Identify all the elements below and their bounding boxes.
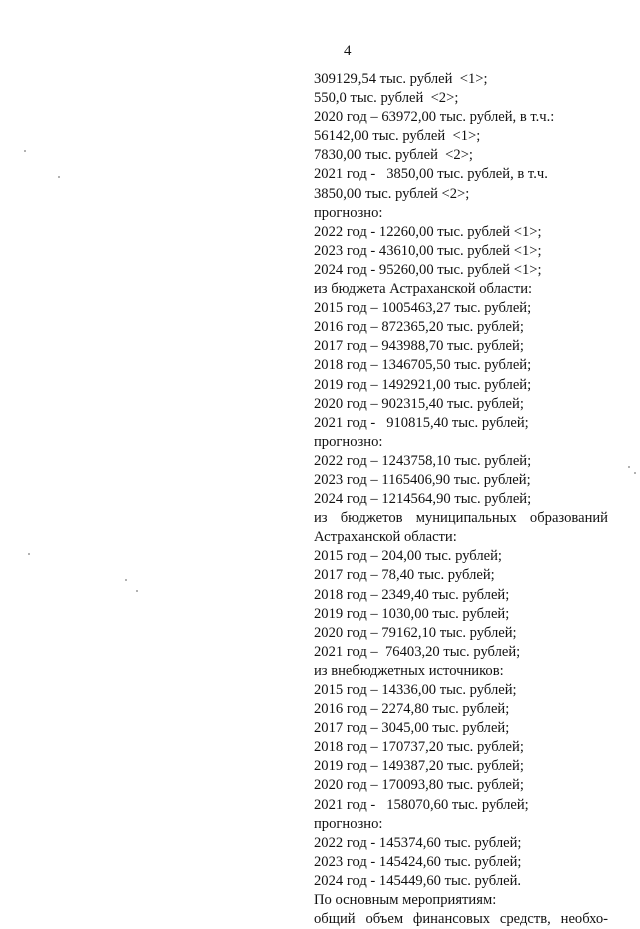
section-heading-line: По основным мероприятиям: bbox=[314, 892, 497, 909]
scan-speck bbox=[628, 466, 630, 468]
text-line: 2019 год – 1030,00 тыс. рублей; bbox=[314, 605, 510, 622]
text-line: общий объем финансовых средств, необхо- bbox=[314, 911, 608, 928]
text-line: 2023 год - 145424,60 тыс. рублей; bbox=[314, 853, 522, 870]
text-line: 2023 год – 1165406,90 тыс. рублей; bbox=[314, 471, 531, 488]
text-line: 2015 год – 1005463,27 тыс. рублей; bbox=[314, 300, 532, 317]
text-line: 2022 год – 1243758,10 тыс. рублей; bbox=[314, 452, 532, 469]
text-line: 2018 год – 170737,20 тыс. рублей; bbox=[314, 739, 524, 756]
text-line: 2021 год - 910815,40 тыс. рублей; bbox=[314, 414, 529, 431]
text-line: 2020 год – 79162,10 тыс. рублей; bbox=[314, 624, 517, 641]
scan-speck bbox=[58, 176, 60, 178]
text-line: 2024 год - 95260,00 тыс. рублей <1>; bbox=[314, 261, 542, 278]
scan-speck bbox=[125, 579, 127, 581]
text-line: 2023 год - 43610,00 тыс. рублей <1>; bbox=[314, 242, 542, 259]
section-heading-line: из внебюджетных источников: bbox=[314, 662, 504, 679]
text-line: 2017 год – 78,40 тыс. рублей; bbox=[314, 567, 495, 584]
text-line: 2017 год – 943988,70 тыс. рублей; bbox=[314, 338, 524, 355]
text-line: 2022 год - 145374,60 тыс. рублей; bbox=[314, 834, 522, 851]
text-line: Астраханской области: bbox=[314, 529, 457, 546]
text-line: 2020 год – 170093,80 тыс. рублей; bbox=[314, 777, 524, 794]
text-line: 2018 год – 2349,40 тыс. рублей; bbox=[314, 586, 510, 603]
text-line: 2018 год – 1346705,50 тыс. рублей; bbox=[314, 357, 532, 374]
text-line: 2016 год – 872365,20 тыс. рублей; bbox=[314, 319, 524, 336]
text-line: 2020 год – 902315,40 тыс. рублей; bbox=[314, 395, 524, 412]
scan-speck bbox=[136, 590, 138, 592]
text-line: 2015 год – 204,00 тыс. рублей; bbox=[314, 548, 502, 565]
text-line: 2024 год - 145449,60 тыс. рублей. bbox=[314, 872, 522, 889]
text-line: 2021 год – 76403,20 тыс. рублей; bbox=[314, 643, 521, 660]
text-line: 56142,00 тыс. рублей <1>; bbox=[314, 128, 481, 145]
text-line: 7830,00 тыс. рублей <2>; bbox=[314, 147, 473, 164]
section-heading-line: из бюджетов муниципальных образований bbox=[314, 510, 608, 527]
page-number: 4 bbox=[344, 43, 352, 59]
text-line: 2020 год – 63972,00 тыс. рублей, в т.ч.: bbox=[314, 109, 555, 126]
text-line: 2019 год – 149387,20 тыс. рублей; bbox=[314, 758, 524, 775]
text-line: 2021 год - 158070,60 тыс. рублей; bbox=[314, 796, 529, 813]
text-line: прогнозно: bbox=[314, 815, 383, 832]
scan-speck bbox=[24, 150, 26, 152]
financing-text-block bbox=[314, 70, 610, 929]
text-line: 2021 год - 3850,00 тыс. рублей, в т.ч. bbox=[314, 166, 548, 183]
text-line: 2017 год – 3045,00 тыс. рублей; bbox=[314, 720, 510, 737]
scan-speck bbox=[28, 553, 30, 555]
text-line: прогнозно: bbox=[314, 204, 383, 221]
scan-speck bbox=[634, 472, 636, 474]
text-line: 2022 год - 12260,00 тыс. рублей <1>; bbox=[314, 223, 542, 240]
text-line: 550,0 тыс. рублей <2>; bbox=[314, 90, 459, 107]
text-line: 2015 год – 14336,00 тыс. рублей; bbox=[314, 682, 517, 698]
section-heading-line: из бюджета Астраханской области: bbox=[314, 281, 533, 298]
text-line: прогнозно: bbox=[314, 433, 383, 450]
text-line: 3850,00 тыс. рублей <2>; bbox=[314, 185, 470, 202]
text-line: 2019 год – 1492921,00 тыс. рублей; bbox=[314, 376, 532, 393]
text-line: 2016 год – 2274,80 тыс. рублей; bbox=[314, 701, 510, 718]
text-line: 309129,54 тыс. рублей <1>; bbox=[314, 71, 488, 87]
text-line: 2024 год – 1214564,90 тыс. рублей; bbox=[314, 491, 532, 508]
